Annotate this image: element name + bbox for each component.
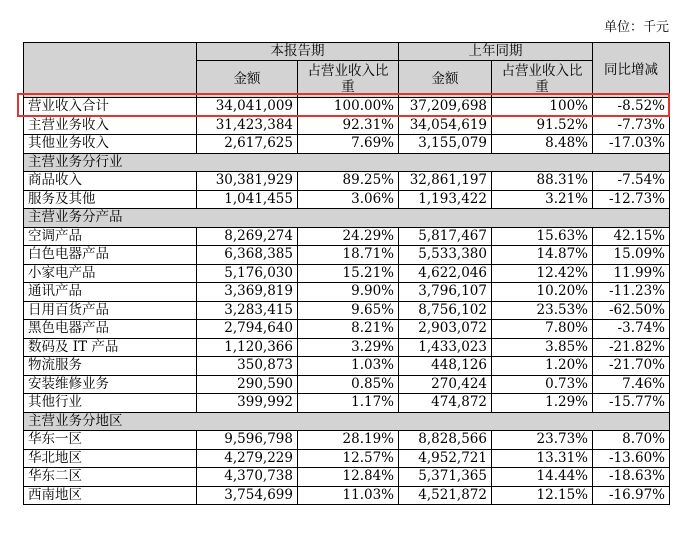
prior-share-cell: 91.52% [492,116,593,135]
row-label: 商品收入 [24,172,197,191]
row-label: 华东二区 [24,468,197,487]
prior-amount-cell: 4,952,721 [399,449,492,468]
current-share-cell: 28.19% [298,431,399,450]
header-prior-share: 占营业收入比重 [492,61,593,98]
prior-share-cell: 14.44% [492,468,593,487]
prior-amount-cell: 2,903,072 [399,320,492,339]
current-share-cell: 100.00% [298,98,399,117]
yoy-change-cell: -13.60% [593,449,670,468]
section-header-label: 主营业务分地区 [24,412,670,431]
current-amount-cell: 1,041,455 [197,190,298,209]
current-amount-cell: 350,873 [197,357,298,376]
prior-share-cell: 15.63% [492,227,593,246]
row-label: 其他业务收入 [24,135,197,154]
current-share-cell: 9.90% [298,283,399,302]
prior-amount-cell: 448,126 [399,357,492,376]
yoy-change-cell: -7.73% [593,116,670,135]
current-share-cell: 7.69% [298,135,399,154]
unit-label: 单位：千元 [603,20,669,35]
yoy-change-cell: -17.03% [593,135,670,154]
yoy-change-cell: -11.23% [593,283,670,302]
current-share-cell: 89.25% [298,172,399,191]
yoy-change-cell: 7.46% [593,375,670,394]
yoy-change-cell: -8.52% [593,98,670,117]
table-row [24,394,670,413]
current-share-cell: 11.03% [298,486,399,505]
prior-amount-cell: 5,371,365 [399,468,492,487]
current-share-cell: 9.65% [298,301,399,320]
current-amount-cell: 3,369,819 [197,283,298,302]
current-share-cell: 1.17% [298,394,399,413]
prior-amount-cell: 32,861,197 [399,172,492,191]
yoy-change-cell: 11.99% [593,264,670,283]
row-label: 空调产品 [24,227,197,246]
row-label: 日用百货产品 [24,301,197,320]
table-row [24,357,670,376]
section-header-label: 主营业务分产品 [24,209,670,228]
current-amount-cell: 399,992 [197,394,298,413]
revenue-table [23,42,670,505]
prior-amount-cell: 34,054,619 [399,116,492,135]
yoy-change-cell: 42.15% [593,227,670,246]
section-header-row [24,412,670,431]
current-share-cell: 18.71% [298,246,399,265]
header-prior-period: 上年同期 [399,43,593,61]
prior-share-cell: 12.42% [492,264,593,283]
prior-share-cell: 3.85% [492,338,593,357]
prior-share-cell: 10.20% [492,283,593,302]
current-amount-cell: 9,596,798 [197,431,298,450]
table-row [24,264,670,283]
row-label: 服务及其他 [24,190,197,209]
prior-share-cell: 23.53% [492,301,593,320]
current-amount-cell: 3,283,415 [197,301,298,320]
current-share-cell: 0.85% [298,375,399,394]
row-label: 黑色电器产品 [24,320,197,339]
yoy-change-cell: -62.50% [593,301,670,320]
row-label: 华东一区 [24,431,197,450]
current-amount-cell: 290,590 [197,375,298,394]
table-body [24,98,670,505]
prior-amount-cell: 270,424 [399,375,492,394]
prior-share-cell: 13.31% [492,449,593,468]
row-label: 其他行业 [24,394,197,413]
prior-amount-cell: 8,828,566 [399,431,492,450]
table-row [24,116,670,135]
row-label: 西南地区 [24,486,197,505]
current-amount-cell: 30,381,929 [197,172,298,191]
yoy-change-cell: 15.09% [593,246,670,265]
table-row [24,98,670,117]
table-row [24,283,670,302]
current-amount-cell: 3,754,699 [197,486,298,505]
table-row [24,172,670,191]
row-label: 数码及 IT 产品 [24,338,197,357]
prior-share-cell: 0.73% [492,375,593,394]
yoy-change-cell: -3.74% [593,320,670,339]
current-share-cell: 3.06% [298,190,399,209]
row-label: 安装维修业务 [24,375,197,394]
table-row [24,320,670,339]
table-row [24,190,670,209]
current-share-cell: 3.29% [298,338,399,357]
table-row [24,301,670,320]
header-current-share: 占营业收入比重 [298,61,399,98]
row-label: 小家电产品 [24,264,197,283]
table-row [24,486,670,505]
prior-share-cell: 8.48% [492,135,593,154]
header-current-amount: 金额 [197,61,298,98]
prior-amount-cell: 4,622,046 [399,264,492,283]
table-row [24,135,670,154]
table-row [24,227,670,246]
current-amount-cell: 1,120,366 [197,338,298,357]
prior-amount-cell: 3,155,079 [399,135,492,154]
current-amount-cell: 2,617,625 [197,135,298,154]
current-amount-cell: 34,041,009 [197,98,298,117]
header-yoy: 同比增减 [593,43,670,98]
row-label: 营业收入合计 [24,98,197,117]
row-label: 物流服务 [24,357,197,376]
prior-amount-cell: 474,872 [399,394,492,413]
prior-share-cell: 1.29% [492,394,593,413]
header-blank [24,43,197,98]
prior-amount-cell: 8,756,102 [399,301,492,320]
prior-amount-cell: 5,817,467 [399,227,492,246]
prior-share-cell: 1.20% [492,357,593,376]
current-share-cell: 15.21% [298,264,399,283]
current-amount-cell: 4,279,229 [197,449,298,468]
row-label: 华北地区 [24,449,197,468]
current-amount-cell: 4,370,738 [197,468,298,487]
current-share-cell: 1.03% [298,357,399,376]
prior-amount-cell: 1,193,422 [399,190,492,209]
row-label: 通讯产品 [24,283,197,302]
table-row [24,449,670,468]
table-row [24,338,670,357]
section-header-label: 主营业务分行业 [24,153,670,172]
current-share-cell: 12.84% [298,468,399,487]
header-current-period: 本报告期 [197,43,399,61]
prior-share-cell: 12.15% [492,486,593,505]
prior-amount-cell: 37,209,698 [399,98,492,117]
prior-share-cell: 100% [492,98,593,117]
yoy-change-cell: -21.82% [593,338,670,357]
yoy-change-cell: 8.70% [593,431,670,450]
section-header-row [24,153,670,172]
yoy-change-cell: -21.70% [593,357,670,376]
prior-amount-cell: 1,433,023 [399,338,492,357]
current-share-cell: 12.57% [298,449,399,468]
current-share-cell: 92.31% [298,116,399,135]
current-amount-cell: 5,176,030 [197,264,298,283]
header-prior-amount: 金额 [399,61,492,98]
prior-share-cell: 88.31% [492,172,593,191]
prior-amount-cell: 4,521,872 [399,486,492,505]
prior-share-cell: 14.87% [492,246,593,265]
current-amount-cell: 8,269,274 [197,227,298,246]
current-share-cell: 8.21% [298,320,399,339]
yoy-change-cell: -16.97% [593,486,670,505]
section-header-row [24,209,670,228]
table-row [24,375,670,394]
row-label: 主营业务收入 [24,116,197,135]
yoy-change-cell: -7.54% [593,172,670,191]
yoy-change-cell: -15.77% [593,394,670,413]
yoy-change-cell: -12.73% [593,190,670,209]
table-row [24,468,670,487]
prior-share-cell: 3.21% [492,190,593,209]
current-share-cell: 24.29% [298,227,399,246]
prior-share-cell: 7.80% [492,320,593,339]
table-row [24,246,670,265]
prior-share-cell: 23.73% [492,431,593,450]
current-amount-cell: 6,368,385 [197,246,298,265]
current-amount-cell: 2,794,640 [197,320,298,339]
row-label: 白色电器产品 [24,246,197,265]
table-row [24,431,670,450]
yoy-change-cell: -18.63% [593,468,670,487]
prior-amount-cell: 3,796,107 [399,283,492,302]
current-amount-cell: 31,423,384 [197,116,298,135]
prior-amount-cell: 5,533,380 [399,246,492,265]
